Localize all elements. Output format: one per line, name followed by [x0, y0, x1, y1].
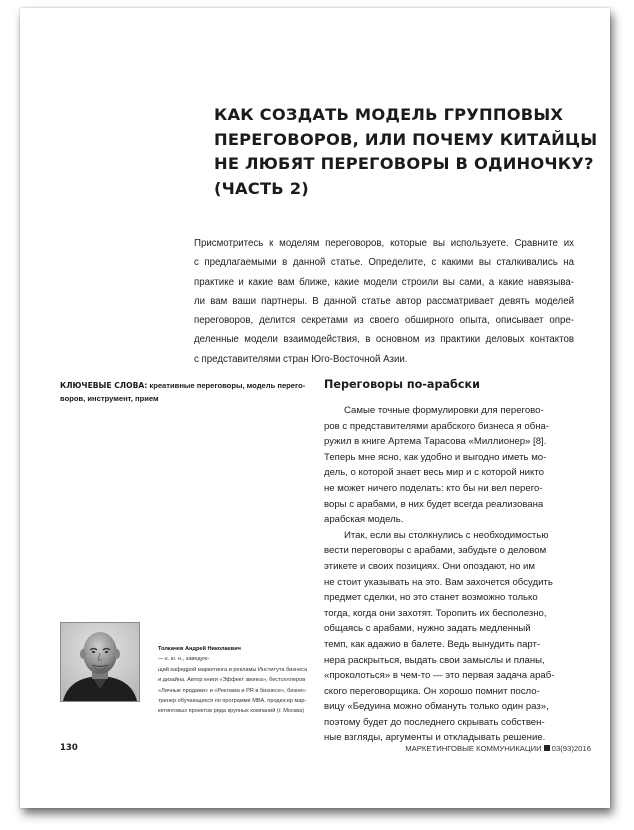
lead-line: практике и какие вам ближе, какие модели строили вы сами, а какие навязыва- [194, 276, 574, 288]
body-line: дель, о которой знает весь мир и с которой никто [324, 467, 544, 479]
body-line: темп, как адажио в балете. Ведь вынудить парт- [324, 638, 541, 650]
body-line: тогда, когда они захотят. Торопить их бесполезно, [324, 607, 547, 619]
body-line: Самые точные формулировки для перегово- [344, 405, 544, 416]
body-line: ров с представителями арабского бизнеса я обна- [324, 420, 550, 432]
journal-issue: 03(93)2016 [551, 744, 591, 753]
body-line: Теперь мне ясно, как удобно и выгодно иметь мо- [324, 451, 547, 463]
body-line: предмет сделки, но это станет возможно только [324, 592, 538, 604]
body-line: этикете и своих позициях. Они опоздают, но им [324, 560, 535, 572]
lead-line: с представителями стран Юго-Восточной Азии. [194, 353, 408, 365]
body-line: вести переговоры с арабами, забудьте о деловом [324, 545, 547, 557]
lead-line: деленные модели взаимодействия, в основном из практики деловых контактов [194, 334, 574, 346]
author-photo [60, 622, 140, 702]
body-line: ружил в книге Артема Тарасова «Миллионер» [8]. [324, 436, 547, 448]
body-line: не стоит указывать на это. Вам захочется обсудить [324, 576, 553, 588]
body-line: поэтому будет до последнего скрывать собствен- [324, 716, 545, 728]
body-line: ского переговорщика. Он хорошо помнит посло- [324, 685, 540, 697]
keywords-label: КЛЮЧЕВЫЕ СЛОВА: [60, 381, 148, 390]
body-line: ные взгляды, аргументы и откладывать решение. [324, 732, 546, 744]
bio-line: кетинговых проектов ряда крупных компаний (г. Москва) [158, 708, 305, 715]
lead-line: с предлагаемыми в данной статье. Определите, с какими вы сталкивались на [194, 257, 574, 269]
author-bio-first: — к. ю. н., заведую- [158, 656, 210, 663]
bio-line: тренер обучающихся по программе МВА, продюсер мар- [158, 698, 307, 705]
keywords-text-cont: воров, инструмент, прием [60, 393, 159, 403]
body-line: воры с арабами, в них будет всегда реализована [324, 498, 544, 510]
body-line: арабская модель. [324, 514, 404, 526]
lead-line: Присмотритесь к моделям переговоров, которые вы используете. Сравните их [194, 238, 574, 249]
body-line: не может ничего поделать: кто бы ни вел перего- [324, 482, 543, 494]
journal-footer [405, 744, 591, 753]
author-name: Толкачев Андрей Николаевич [158, 646, 241, 652]
body-line: вицу «Бедуина можно обмануть только один раз», [324, 701, 549, 713]
page-number: 130 [60, 743, 78, 753]
body-column [324, 403, 582, 746]
lead-line: ли вам ваши партнеры. В данной статье автор рассматривает девять моделей [194, 295, 574, 307]
body-line: Итак, если вы столкнулись с необходимостью [344, 529, 549, 541]
title-line: (ЧАСТЬ 2) [214, 178, 309, 198]
square-bullet-icon [544, 745, 550, 751]
body-line: нера раскрыться, выдать свои замыслы и планы, [324, 654, 545, 666]
article-lead [194, 234, 574, 369]
lead-line: переговоров, делится секретами из своего обширного опыта, описывает опре- [194, 315, 574, 327]
keywords-text: креативные переговоры, модель перего- [147, 381, 306, 390]
title-line: НЕ ЛЮБЯТ ПЕРЕГОВОРЫ В ОДИНОЧКУ? [214, 154, 594, 173]
author-portrait-image [61, 623, 139, 701]
bio-line: и дизайна. Автор книги «Эффект звонка», бестселлеров [158, 677, 306, 684]
section-heading: Переговоры по-арабски [324, 378, 480, 391]
author-bio [158, 644, 326, 717]
title-line: КАК СОЗДАТЬ МОДЕЛЬ ГРУППОВЫХ [214, 105, 564, 124]
journal-name: МАРКЕТИНГОВЫЕ КОММУНИКАЦИИ [405, 744, 542, 753]
bio-line: щий кафедрой маркетинга и рекламы Института бизнеса [158, 666, 308, 673]
bio-line: «Личные продажи» и «Реклама и PR в бизнесе», бизнес- [158, 687, 307, 694]
title-line: ПЕРЕГОВОРОВ, ИЛИ ПОЧЕМУ КИТАЙЦЫ [214, 129, 598, 149]
body-line: «проколоться» в чем-то — это первая задача араб- [324, 670, 555, 682]
body-line: общаясь с арабами, нужно задать медленный [324, 623, 531, 635]
article-title [214, 103, 598, 201]
keywords-block [60, 380, 310, 405]
